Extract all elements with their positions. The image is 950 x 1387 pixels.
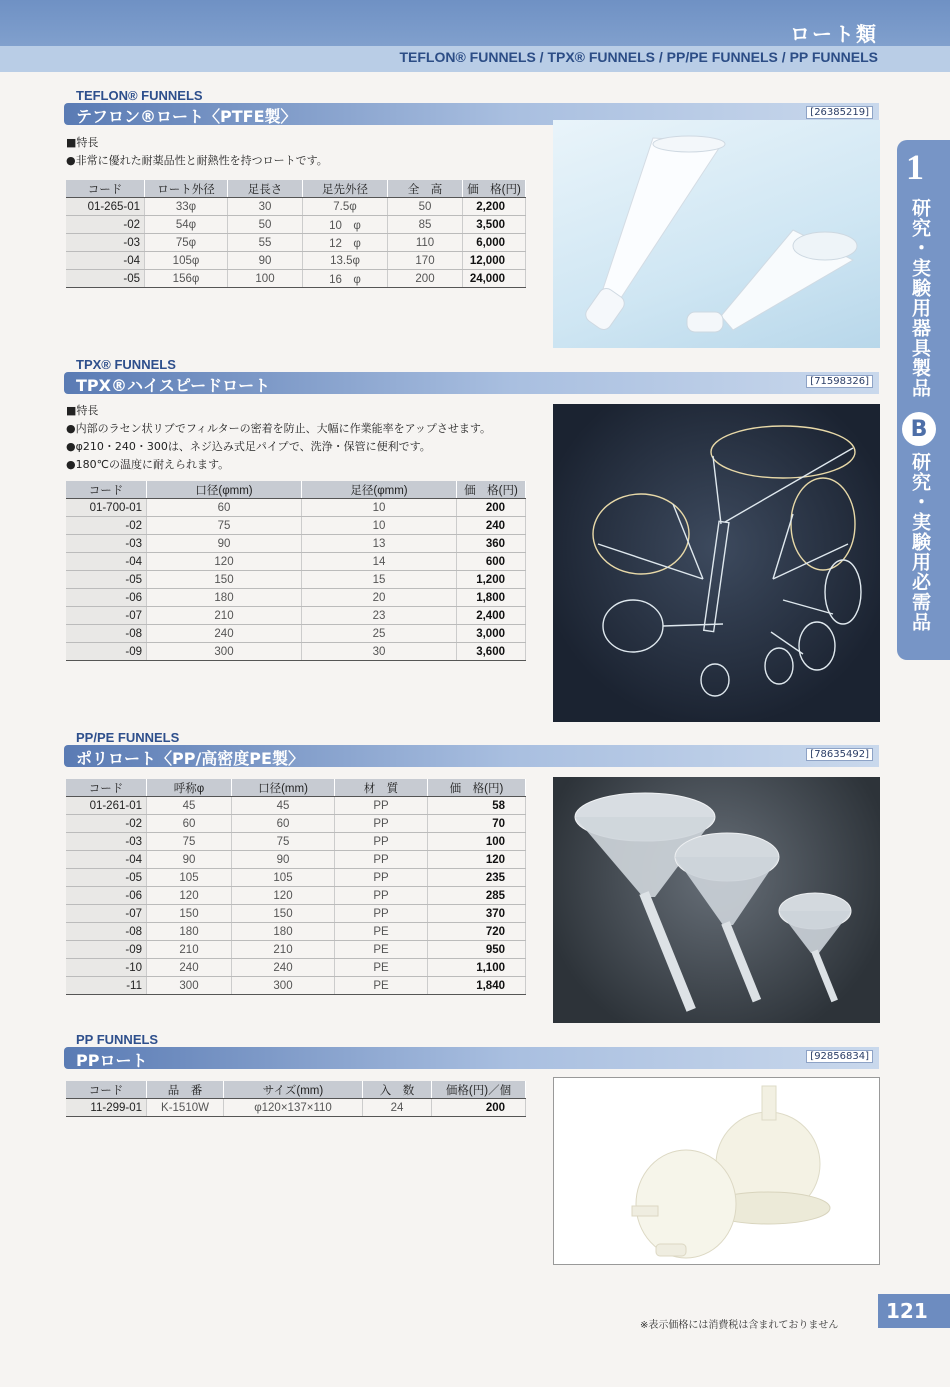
col-header: 口径(mm)	[232, 779, 335, 797]
pppe-table	[66, 779, 526, 995]
spec-cell: 105φ	[145, 252, 228, 270]
teflon-features	[66, 134, 328, 170]
spec-cell: 120	[232, 887, 335, 905]
spec-cell: 110	[388, 234, 463, 252]
spec-cell: 200	[388, 270, 463, 288]
spec-cell: 20	[302, 589, 457, 607]
table-row	[66, 941, 526, 959]
spec-cell: 90	[232, 851, 335, 869]
price-cell: 1,100	[428, 959, 526, 977]
spec-cell: 240	[147, 959, 232, 977]
spec-cell: 13.5φ	[303, 252, 388, 270]
spec-cell: 300	[147, 643, 302, 661]
section-letter-badge: B	[902, 412, 936, 446]
spec-cell: 300	[232, 977, 335, 995]
page-title: ロート類	[790, 22, 878, 46]
pp-title: PPロート	[76, 1051, 148, 1070]
spec-cell: 240	[232, 959, 335, 977]
product-code-cell: 01-265-01	[66, 198, 145, 216]
col-header: 足先外径	[303, 180, 388, 198]
product-code-cell: -09	[66, 643, 147, 661]
spec-cell: 45	[232, 797, 335, 815]
spec-cell: 23	[302, 607, 457, 625]
teflon-funnel-image	[553, 120, 880, 348]
spec-cell: 10	[302, 499, 457, 517]
page-number: 121	[878, 1294, 950, 1328]
spec-cell: 180	[147, 923, 232, 941]
table-row	[66, 977, 526, 995]
product-code-cell: -05	[66, 571, 147, 589]
spec-cell: 180	[147, 589, 302, 607]
price-cell: 240	[457, 517, 526, 535]
product-code-cell: -04	[66, 252, 145, 270]
feature-heading: ■特長	[66, 136, 99, 149]
price-cell: 100	[428, 833, 526, 851]
spec-cell: PP	[335, 797, 428, 815]
pp-table	[66, 1081, 526, 1117]
price-cell: 3,000	[457, 625, 526, 643]
table-row	[66, 589, 526, 607]
spec-cell: 105	[232, 869, 335, 887]
teflon-funnel-photo	[553, 120, 880, 348]
col-header: 呼称φ	[147, 779, 232, 797]
product-code-cell: 01-261-01	[66, 797, 147, 815]
price-cell: 285	[428, 887, 526, 905]
table-row	[66, 571, 526, 589]
feature-item: ●内部のラセン状リブでフィルターの密着を防止、大幅に作業能率をアップさせます。	[66, 422, 491, 435]
teflon-en-title: TEFLON® FUNNELS	[76, 88, 203, 103]
spec-cell: 100	[228, 270, 303, 288]
spec-cell: 210	[232, 941, 335, 959]
col-header: 価格(円)／個	[432, 1081, 526, 1099]
pp-en-title: PP FUNNELS	[76, 1032, 159, 1047]
spec-cell: 50	[388, 198, 463, 216]
pp-funnel-image	[554, 1078, 879, 1264]
product-code-cell: -11	[66, 977, 147, 995]
table-row	[66, 553, 526, 571]
table-row	[66, 625, 526, 643]
spec-cell: 15	[302, 571, 457, 589]
spec-cell: 150	[147, 905, 232, 923]
spec-cell: PE	[335, 923, 428, 941]
pp-catalog-code: [92856834]	[806, 1050, 873, 1063]
col-header: 品 番	[147, 1081, 224, 1099]
spec-cell: 75	[232, 833, 335, 851]
price-cell: 12,000	[463, 252, 526, 270]
spec-cell: 60	[147, 815, 232, 833]
col-header: コード	[66, 481, 147, 499]
pp-funnel-photo	[553, 1077, 880, 1265]
spec-cell: 25	[302, 625, 457, 643]
product-code-cell: -06	[66, 589, 147, 607]
chapter-number: 1	[906, 147, 924, 187]
product-code-cell: -06	[66, 887, 147, 905]
pppe-title: ポリロート〈PP/高密度PE製〉	[76, 749, 304, 768]
product-code-cell: -08	[66, 625, 147, 643]
pppe-title-bar	[64, 745, 879, 767]
price-cell: 2,400	[457, 607, 526, 625]
table-row	[66, 833, 526, 851]
table-row	[66, 797, 526, 815]
pppe-tbody	[66, 797, 526, 995]
teflon-catalog-code: [26385219]	[806, 106, 873, 119]
spec-cell: 12 φ	[303, 234, 388, 252]
product-code-cell: -05	[66, 869, 147, 887]
price-cell: 720	[428, 923, 526, 941]
section-label: 研究・実験用必需品	[909, 452, 931, 632]
spec-cell: PP	[335, 815, 428, 833]
product-code-cell: -07	[66, 607, 147, 625]
spec-cell: 7.5φ	[303, 198, 388, 216]
spec-cell: 75	[147, 833, 232, 851]
col-header: 足径(φmm)	[302, 481, 457, 499]
pppe-funnel-photo	[553, 777, 880, 1023]
table-row	[66, 216, 526, 234]
spec-cell: 60	[147, 499, 302, 517]
col-header: コード	[66, 1081, 147, 1099]
spec-cell: 13	[302, 535, 457, 553]
product-code-cell: 01-700-01	[66, 499, 147, 517]
price-cell: 1,200	[457, 571, 526, 589]
product-code-cell: -04	[66, 553, 147, 571]
price-cell: 3,600	[457, 643, 526, 661]
spec-cell: 60	[232, 815, 335, 833]
pppe-catalog-code: [78635492]	[806, 748, 873, 761]
spec-cell: 150	[147, 571, 302, 589]
spec-cell: PP	[335, 851, 428, 869]
price-cell: 1,840	[428, 977, 526, 995]
price-cell: 120	[428, 851, 526, 869]
spec-cell: 120	[147, 887, 232, 905]
price-cell: 370	[428, 905, 526, 923]
product-code-cell: -05	[66, 270, 145, 288]
tpx-table	[66, 481, 526, 661]
spec-cell: 54φ	[145, 216, 228, 234]
tpx-title-bar	[64, 372, 879, 394]
col-header: 材 質	[335, 779, 428, 797]
tpx-features	[66, 402, 491, 474]
tpx-tbody	[66, 499, 526, 661]
price-cell: 360	[457, 535, 526, 553]
product-code-cell: -03	[66, 535, 147, 553]
product-code-cell: -10	[66, 959, 147, 977]
feature-item: ●φ210・240・300は、ネジ込み式足パイプで、洗浄・保管に便利です。	[66, 440, 431, 453]
spec-cell: PP	[335, 905, 428, 923]
spec-cell: PE	[335, 977, 428, 995]
table-row	[66, 643, 526, 661]
product-code-cell: -09	[66, 941, 147, 959]
spec-cell: 10 φ	[303, 216, 388, 234]
spec-cell: 30	[228, 198, 303, 216]
spec-cell: 90	[147, 851, 232, 869]
price-cell: 3,500	[463, 216, 526, 234]
spec-cell: 30	[302, 643, 457, 661]
spec-cell: φ120×137×110	[224, 1099, 363, 1117]
spec-cell: 170	[388, 252, 463, 270]
table-row	[66, 234, 526, 252]
spec-cell: 156φ	[145, 270, 228, 288]
table-row	[66, 198, 526, 216]
product-code-cell: 11-299-01	[66, 1099, 147, 1117]
pppe-en-title: PP/PE FUNNELS	[76, 730, 180, 745]
spec-cell: 75	[147, 517, 302, 535]
tax-note: ※表示価格には消費税は含まれておりません	[640, 1320, 839, 1331]
spec-cell: PP	[335, 869, 428, 887]
col-header: 全 高	[388, 180, 463, 198]
spec-cell: 180	[232, 923, 335, 941]
col-header: 価 格(円)	[457, 481, 526, 499]
price-cell: 2,200	[463, 198, 526, 216]
teflon-table	[66, 180, 526, 288]
table-row	[66, 499, 526, 517]
spec-cell: 24	[363, 1099, 432, 1117]
table-row	[66, 869, 526, 887]
price-cell: 600	[457, 553, 526, 571]
spec-cell: 240	[147, 625, 302, 643]
spec-cell: 50	[228, 216, 303, 234]
feature-item: ●180℃の温度に耐えられます。	[66, 458, 230, 471]
price-cell: 24,000	[463, 270, 526, 288]
product-code-cell: -03	[66, 833, 147, 851]
pp-tbody	[66, 1099, 526, 1117]
product-code-cell: -08	[66, 923, 147, 941]
tpx-catalog-code: [71598326]	[806, 375, 873, 388]
price-cell: 235	[428, 869, 526, 887]
spec-cell: 120	[147, 553, 302, 571]
table-row	[66, 517, 526, 535]
col-header: 入 数	[363, 1081, 432, 1099]
spec-cell: 10	[302, 517, 457, 535]
table-row	[66, 851, 526, 869]
price-cell: 58	[428, 797, 526, 815]
tpx-funnel-image	[553, 404, 880, 722]
spec-cell: 300	[147, 977, 232, 995]
pppe-funnel-image	[553, 777, 880, 1023]
spec-cell: 105	[147, 869, 232, 887]
teflon-title: テフロン®ロート〈PTFE製〉	[76, 107, 297, 126]
table-row	[66, 959, 526, 977]
spec-cell: PE	[335, 941, 428, 959]
product-code-cell: -02	[66, 517, 147, 535]
price-cell: 6,000	[463, 234, 526, 252]
col-header: 口径(φmm)	[147, 481, 302, 499]
spec-cell: PP	[335, 833, 428, 851]
product-code-cell: -03	[66, 234, 145, 252]
col-header: 価 格(円)	[428, 779, 526, 797]
spec-cell: K-1510W	[147, 1099, 224, 1117]
product-code-cell: -02	[66, 815, 147, 833]
tpx-title: TPX®ハイスピードロート	[76, 376, 271, 395]
spec-cell: 85	[388, 216, 463, 234]
col-header: コード	[66, 779, 147, 797]
col-header: ロート外径	[145, 180, 228, 198]
spec-cell: 210	[147, 607, 302, 625]
table-row	[66, 1099, 526, 1117]
page-subtitle: TEFLON® FUNNELS / TPX® FUNNELS / PP/PE FUNNELS / PP FUNNELS	[399, 49, 878, 65]
spec-cell: 16 φ	[303, 270, 388, 288]
pp-title-bar	[64, 1047, 879, 1069]
table-row	[66, 607, 526, 625]
table-row	[66, 252, 526, 270]
spec-cell: 33φ	[145, 198, 228, 216]
table-row	[66, 535, 526, 553]
table-row	[66, 270, 526, 288]
price-cell: 70	[428, 815, 526, 833]
product-code-cell: -04	[66, 851, 147, 869]
table-row	[66, 923, 526, 941]
feature-item: ●非常に優れた耐薬品性と耐熱性を持つロートです。	[66, 154, 328, 167]
col-header: サイズ(mm)	[224, 1081, 363, 1099]
table-row	[66, 905, 526, 923]
price-cell: 1,800	[457, 589, 526, 607]
teflon-tbody	[66, 198, 526, 288]
spec-cell: 75φ	[145, 234, 228, 252]
spec-cell: 90	[147, 535, 302, 553]
price-cell: 200	[432, 1099, 526, 1117]
chapter-label: 研究・実験用器具製品	[909, 198, 931, 398]
col-header: 価 格(円)	[463, 180, 526, 198]
spec-cell: 90	[228, 252, 303, 270]
feature-heading: ■特長	[66, 404, 99, 417]
spec-cell: 14	[302, 553, 457, 571]
table-row	[66, 887, 526, 905]
product-code-cell: -02	[66, 216, 145, 234]
spec-cell: PE	[335, 959, 428, 977]
spec-cell: 210	[147, 941, 232, 959]
col-header: コード	[66, 180, 145, 198]
price-cell: 200	[457, 499, 526, 517]
table-row	[66, 815, 526, 833]
spec-cell: 45	[147, 797, 232, 815]
tpx-funnel-photo	[553, 404, 880, 722]
product-code-cell: -07	[66, 905, 147, 923]
tpx-en-title: TPX® FUNNELS	[76, 357, 176, 372]
price-cell: 950	[428, 941, 526, 959]
spec-cell: PP	[335, 887, 428, 905]
spec-cell: 150	[232, 905, 335, 923]
spec-cell: 55	[228, 234, 303, 252]
col-header: 足長さ	[228, 180, 303, 198]
